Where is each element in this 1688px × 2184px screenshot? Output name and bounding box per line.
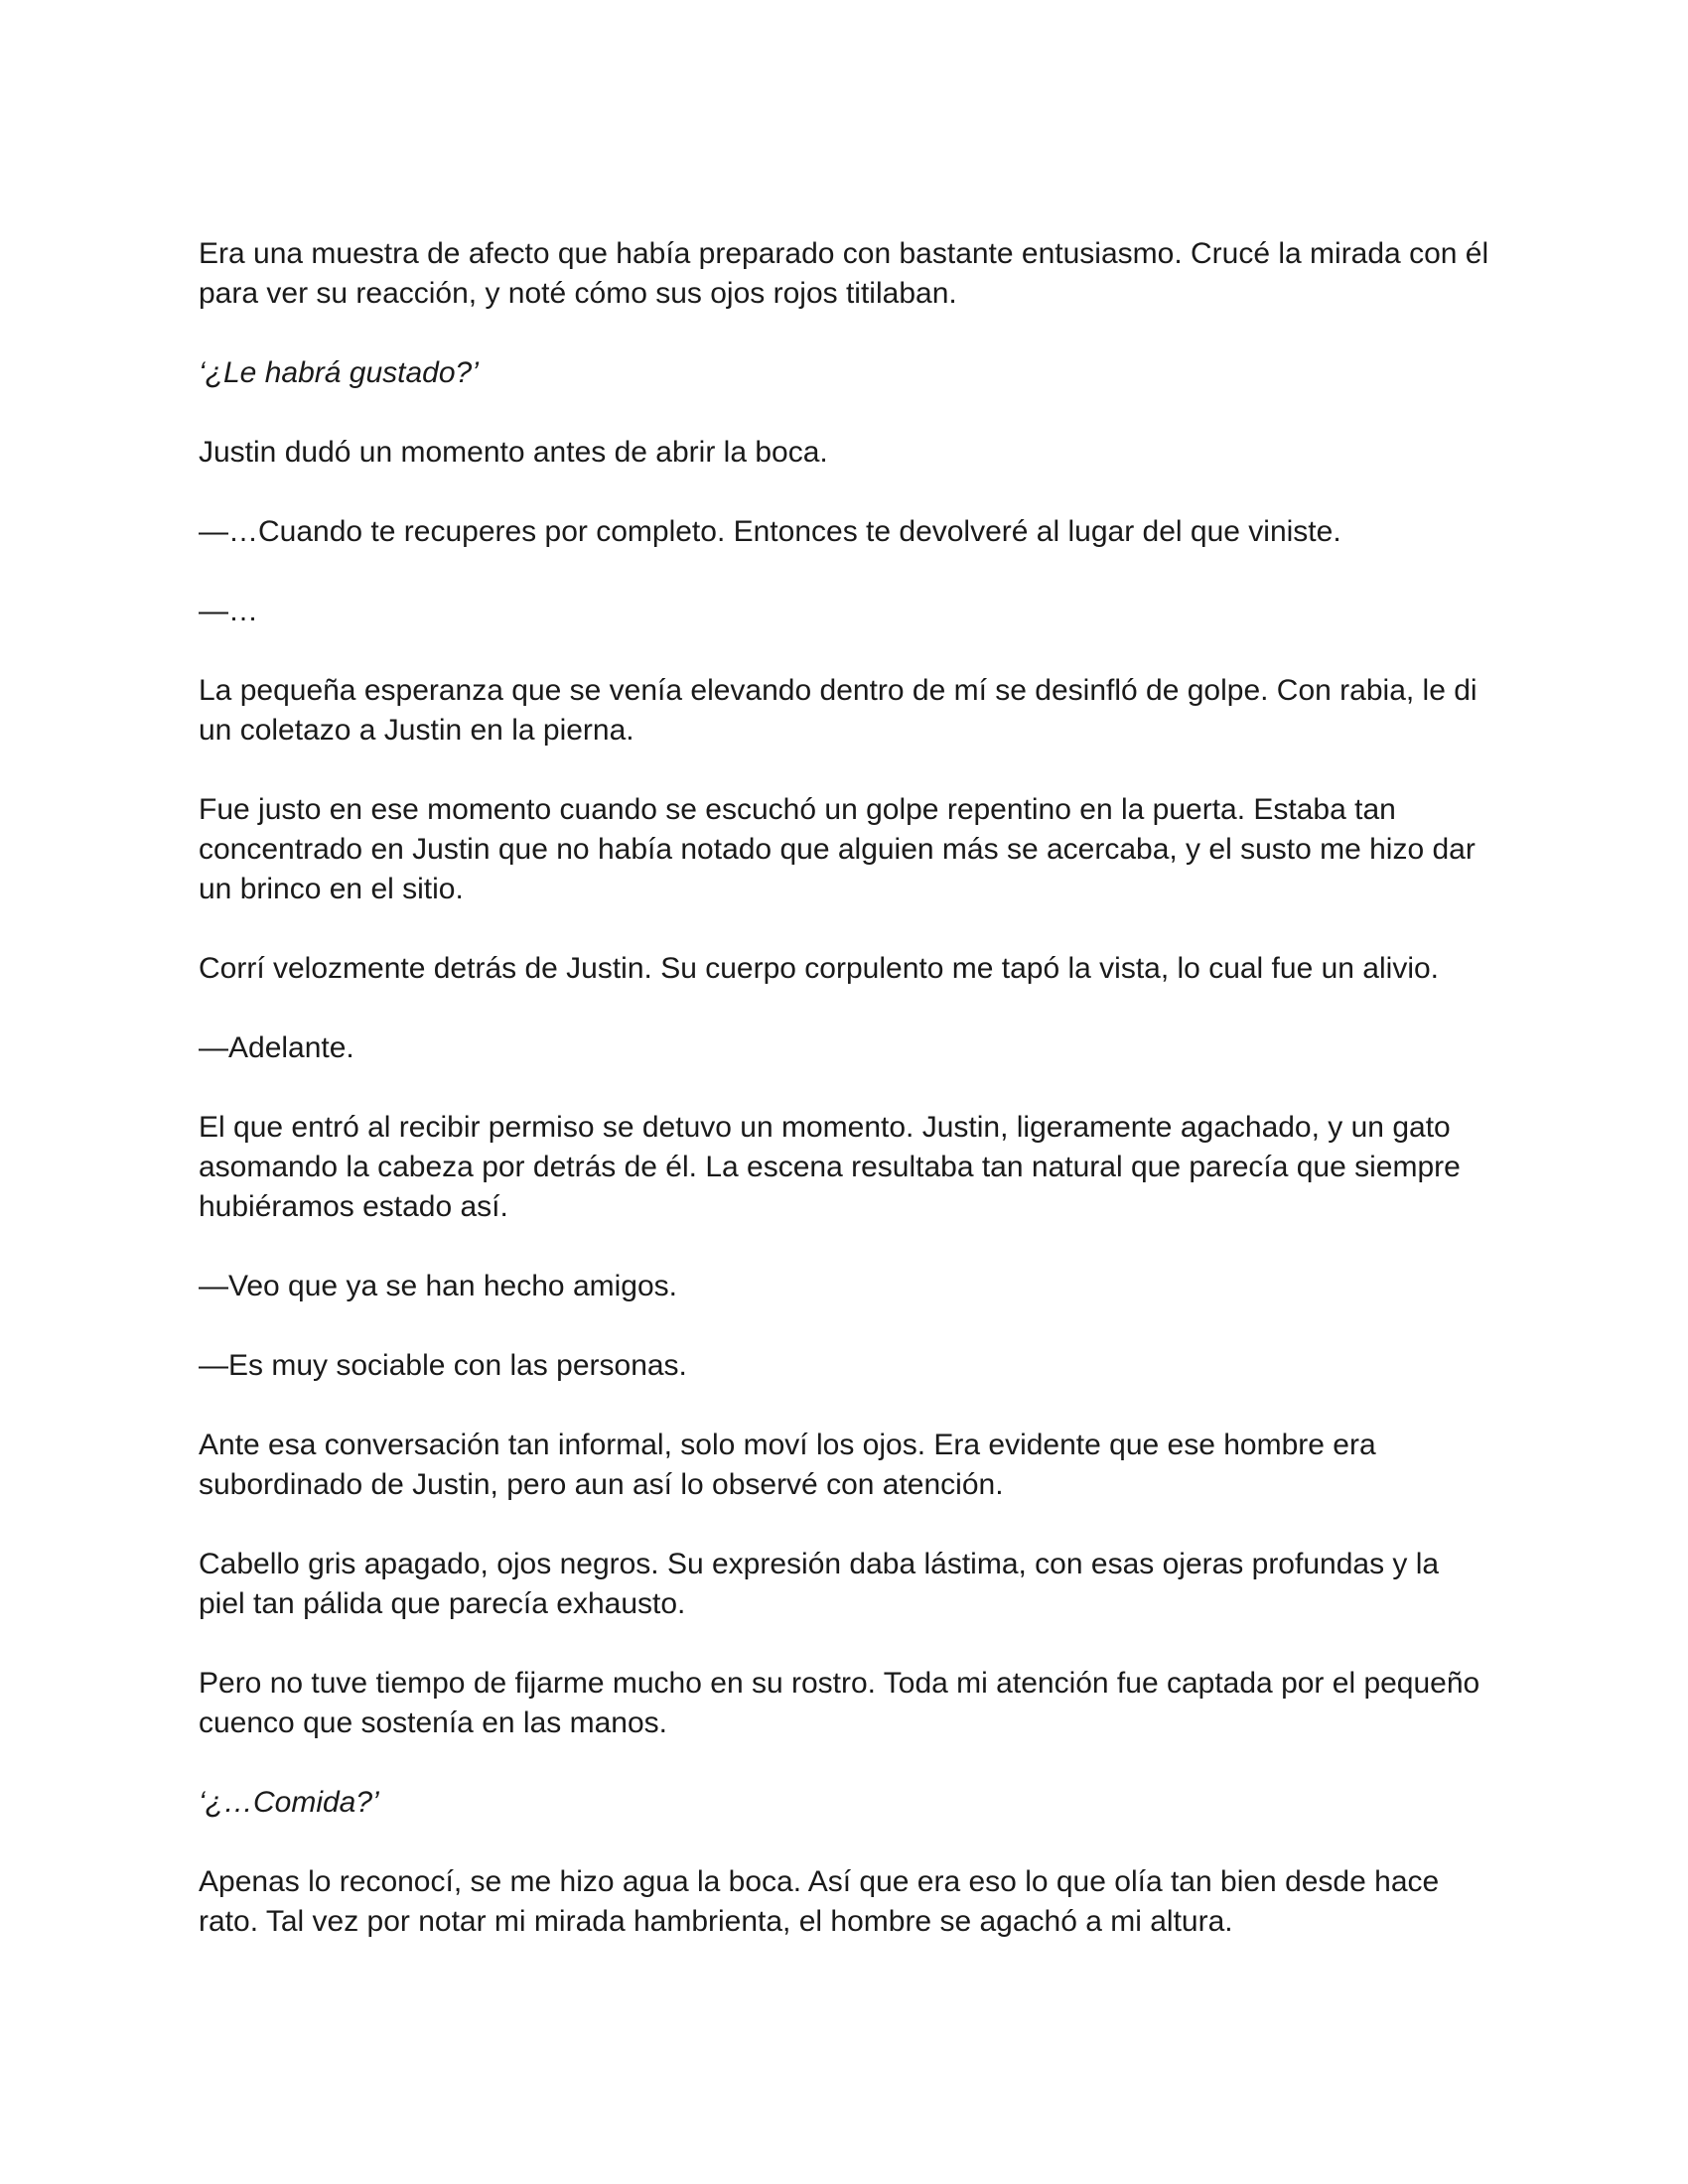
paragraph: Apenas lo reconocí, se me hizo agua la boca. Así que era eso lo que olía tan bien desde hace rato. Tal vez por notar mi mirada hambrienta, el hombre se agachó a mi altura. bbox=[199, 1865, 1440, 1938]
paragraph: Corrí velozmente detrás de Justin. Su cuerpo corpulento me tapó la vista, lo cual fue un alivio. bbox=[199, 952, 1439, 985]
inner-thought: ‘¿Le habrá gustado?’ bbox=[199, 356, 479, 389]
paragraph: Fue justo en ese momento cuando se escuchó un golpe repentino en la puerta. Estaba tan concentrado en Justin que no había notado que alguien más se acercaba, y el susto me hizo dar un brinco en el sitio. bbox=[199, 793, 1476, 905]
dialogue-line: —… bbox=[199, 595, 258, 627]
dialogue-line: —Adelante. bbox=[199, 1031, 354, 1064]
dialogue-line: —Veo que ya se han hecho amigos. bbox=[199, 1270, 677, 1302]
dialogue-line: —…Cuando te recuperes por completo. Entonces te devolveré al lugar del que viniste. bbox=[199, 515, 1341, 548]
paragraph: Pero no tuve tiempo de fijarme mucho en su rostro. Toda mi atención fue captada por el pequeño cuenco que sostenía en las manos. bbox=[199, 1667, 1480, 1739]
paragraph: Ante esa conversación tan informal, solo moví los ojos. Era evidente que ese hombre era subordinado de Justin, pero aun así lo observé con atención. bbox=[199, 1429, 1376, 1501]
paragraph: Era una muestra de afecto que había preparado con bastante entusiasmo. Crucé la mirada con él para ver su reacción, y noté cómo sus ojos rojos titilaban. bbox=[199, 237, 1489, 310]
paragraph: Cabello gris apagado, ojos negros. Su expresión daba lástima, con esas ojeras profundas y la piel tan pálida que parecía exhausto. bbox=[199, 1548, 1440, 1620]
paragraph: El que entró al recibir permiso se detuvo un momento. Justin, ligeramente agachado, y un gato asomando la cabeza por detrás de él. La escena resultaba tan natural que parecía que siempre hubiéramos estado así. bbox=[199, 1111, 1461, 1223]
paragraph: La pequeña esperanza que se venía elevando dentro de mí se desinfló de golpe. Con rabia, le di un coletazo a Justin en la pierna. bbox=[199, 674, 1477, 747]
dialogue-line: —Es muy sociable con las personas. bbox=[199, 1349, 687, 1382]
inner-thought: ‘¿…Comida?’ bbox=[199, 1786, 379, 1819]
body-text bbox=[199, 234, 1489, 1981]
paragraph: Justin dudó un momento antes de abrir la boca. bbox=[199, 436, 828, 469]
